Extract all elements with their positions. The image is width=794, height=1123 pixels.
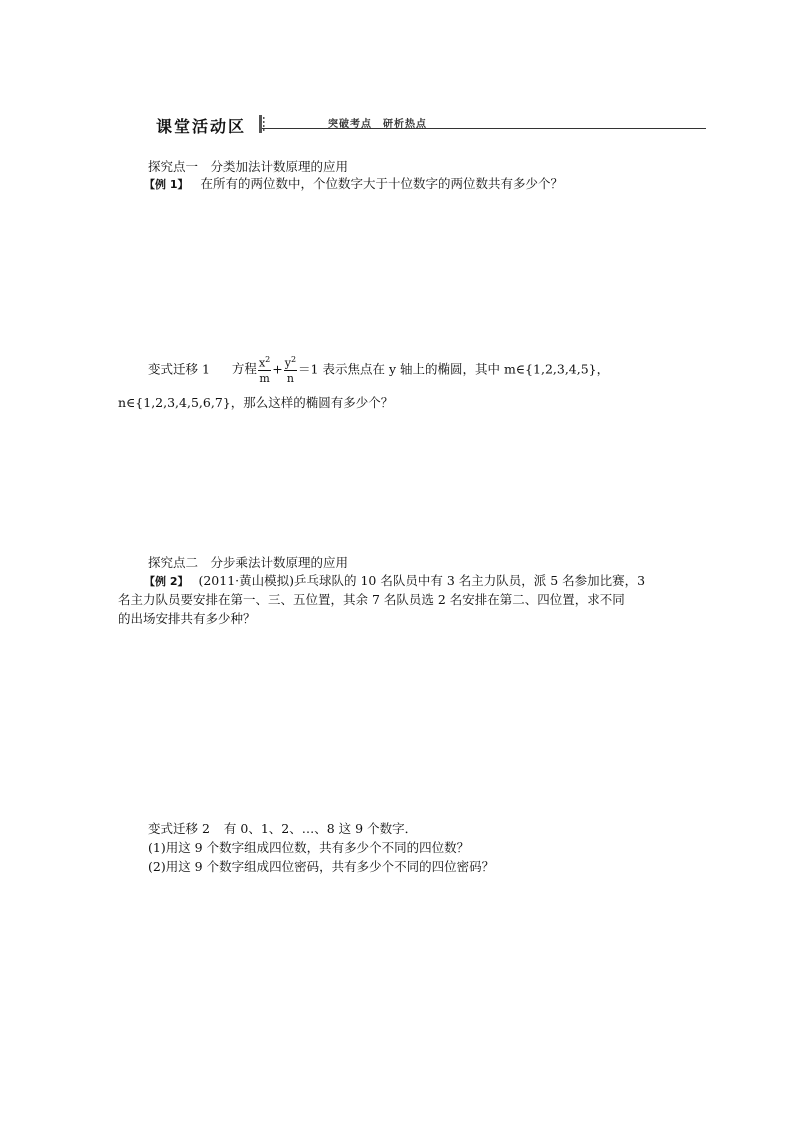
example2-line2: 名主力队员要安排在第一、三、五位置，其余 7 名队员选 2 名安排在第二、四位置，求不同 [118, 592, 625, 607]
variant2-label: 变式迁移 2 [148, 821, 210, 836]
fraction-x2-over-m: $\frac{x^2}{m}$ [258, 355, 271, 385]
example1-text: 在所有的两位数中，个位数字大于十位数字的两位数共有多少个？ [200, 176, 563, 191]
section-banner-title: 课堂活动区 [156, 117, 247, 136]
variant1-line1 [148, 356, 609, 384]
example1 [144, 174, 563, 192]
variant1-line2: n∈{1,2,3,4,5,6,7}，那么这样的椭圆有多少个？ [118, 395, 394, 410]
variant2-question1: (1)用这 9 个数字组成四位数，共有多少个不同的四位数？ [148, 840, 470, 855]
variant2-text: 有 0、1、2、…、8 这 9 个数字． [223, 821, 418, 836]
section2-heading: 探究点二 分步乘法计数原理的应用 [148, 555, 349, 570]
variant1-pre: 方程 [231, 361, 257, 377]
variant2-question2: (2)用这 9 个数字组成四位密码，共有多少个不同的四位密码？ [148, 859, 495, 874]
fraction-y2-over-n: $\frac{y^2}{n}$ [284, 355, 297, 385]
banner-subtitle: 突破考点 研析热点 [328, 119, 427, 130]
variant1-label: 变式迁移 1 [148, 361, 210, 377]
section1-heading: 探究点一 分类加法计数原理的应用 [148, 159, 349, 174]
variant1-after: ＝1 表示焦点在 y 轴上的椭圆，其中 m∈{1,2,3,4,5}， [298, 361, 610, 377]
banner-divider-mark [258, 115, 268, 133]
example2-line1: 【例 2】 (2011·黄山模拟)乒乓球队的 10 名队员中有 3 名主力队员，派 5 名参加比赛，3 [144, 573, 646, 588]
variant2-line1 [148, 819, 417, 837]
example2-label: 【例 2】 [144, 575, 189, 588]
example2-line3: 的出场安排共有多少种？ [118, 611, 256, 626]
example1-label: 【例 1】 [144, 178, 189, 191]
plus-sign: + [272, 361, 283, 377]
